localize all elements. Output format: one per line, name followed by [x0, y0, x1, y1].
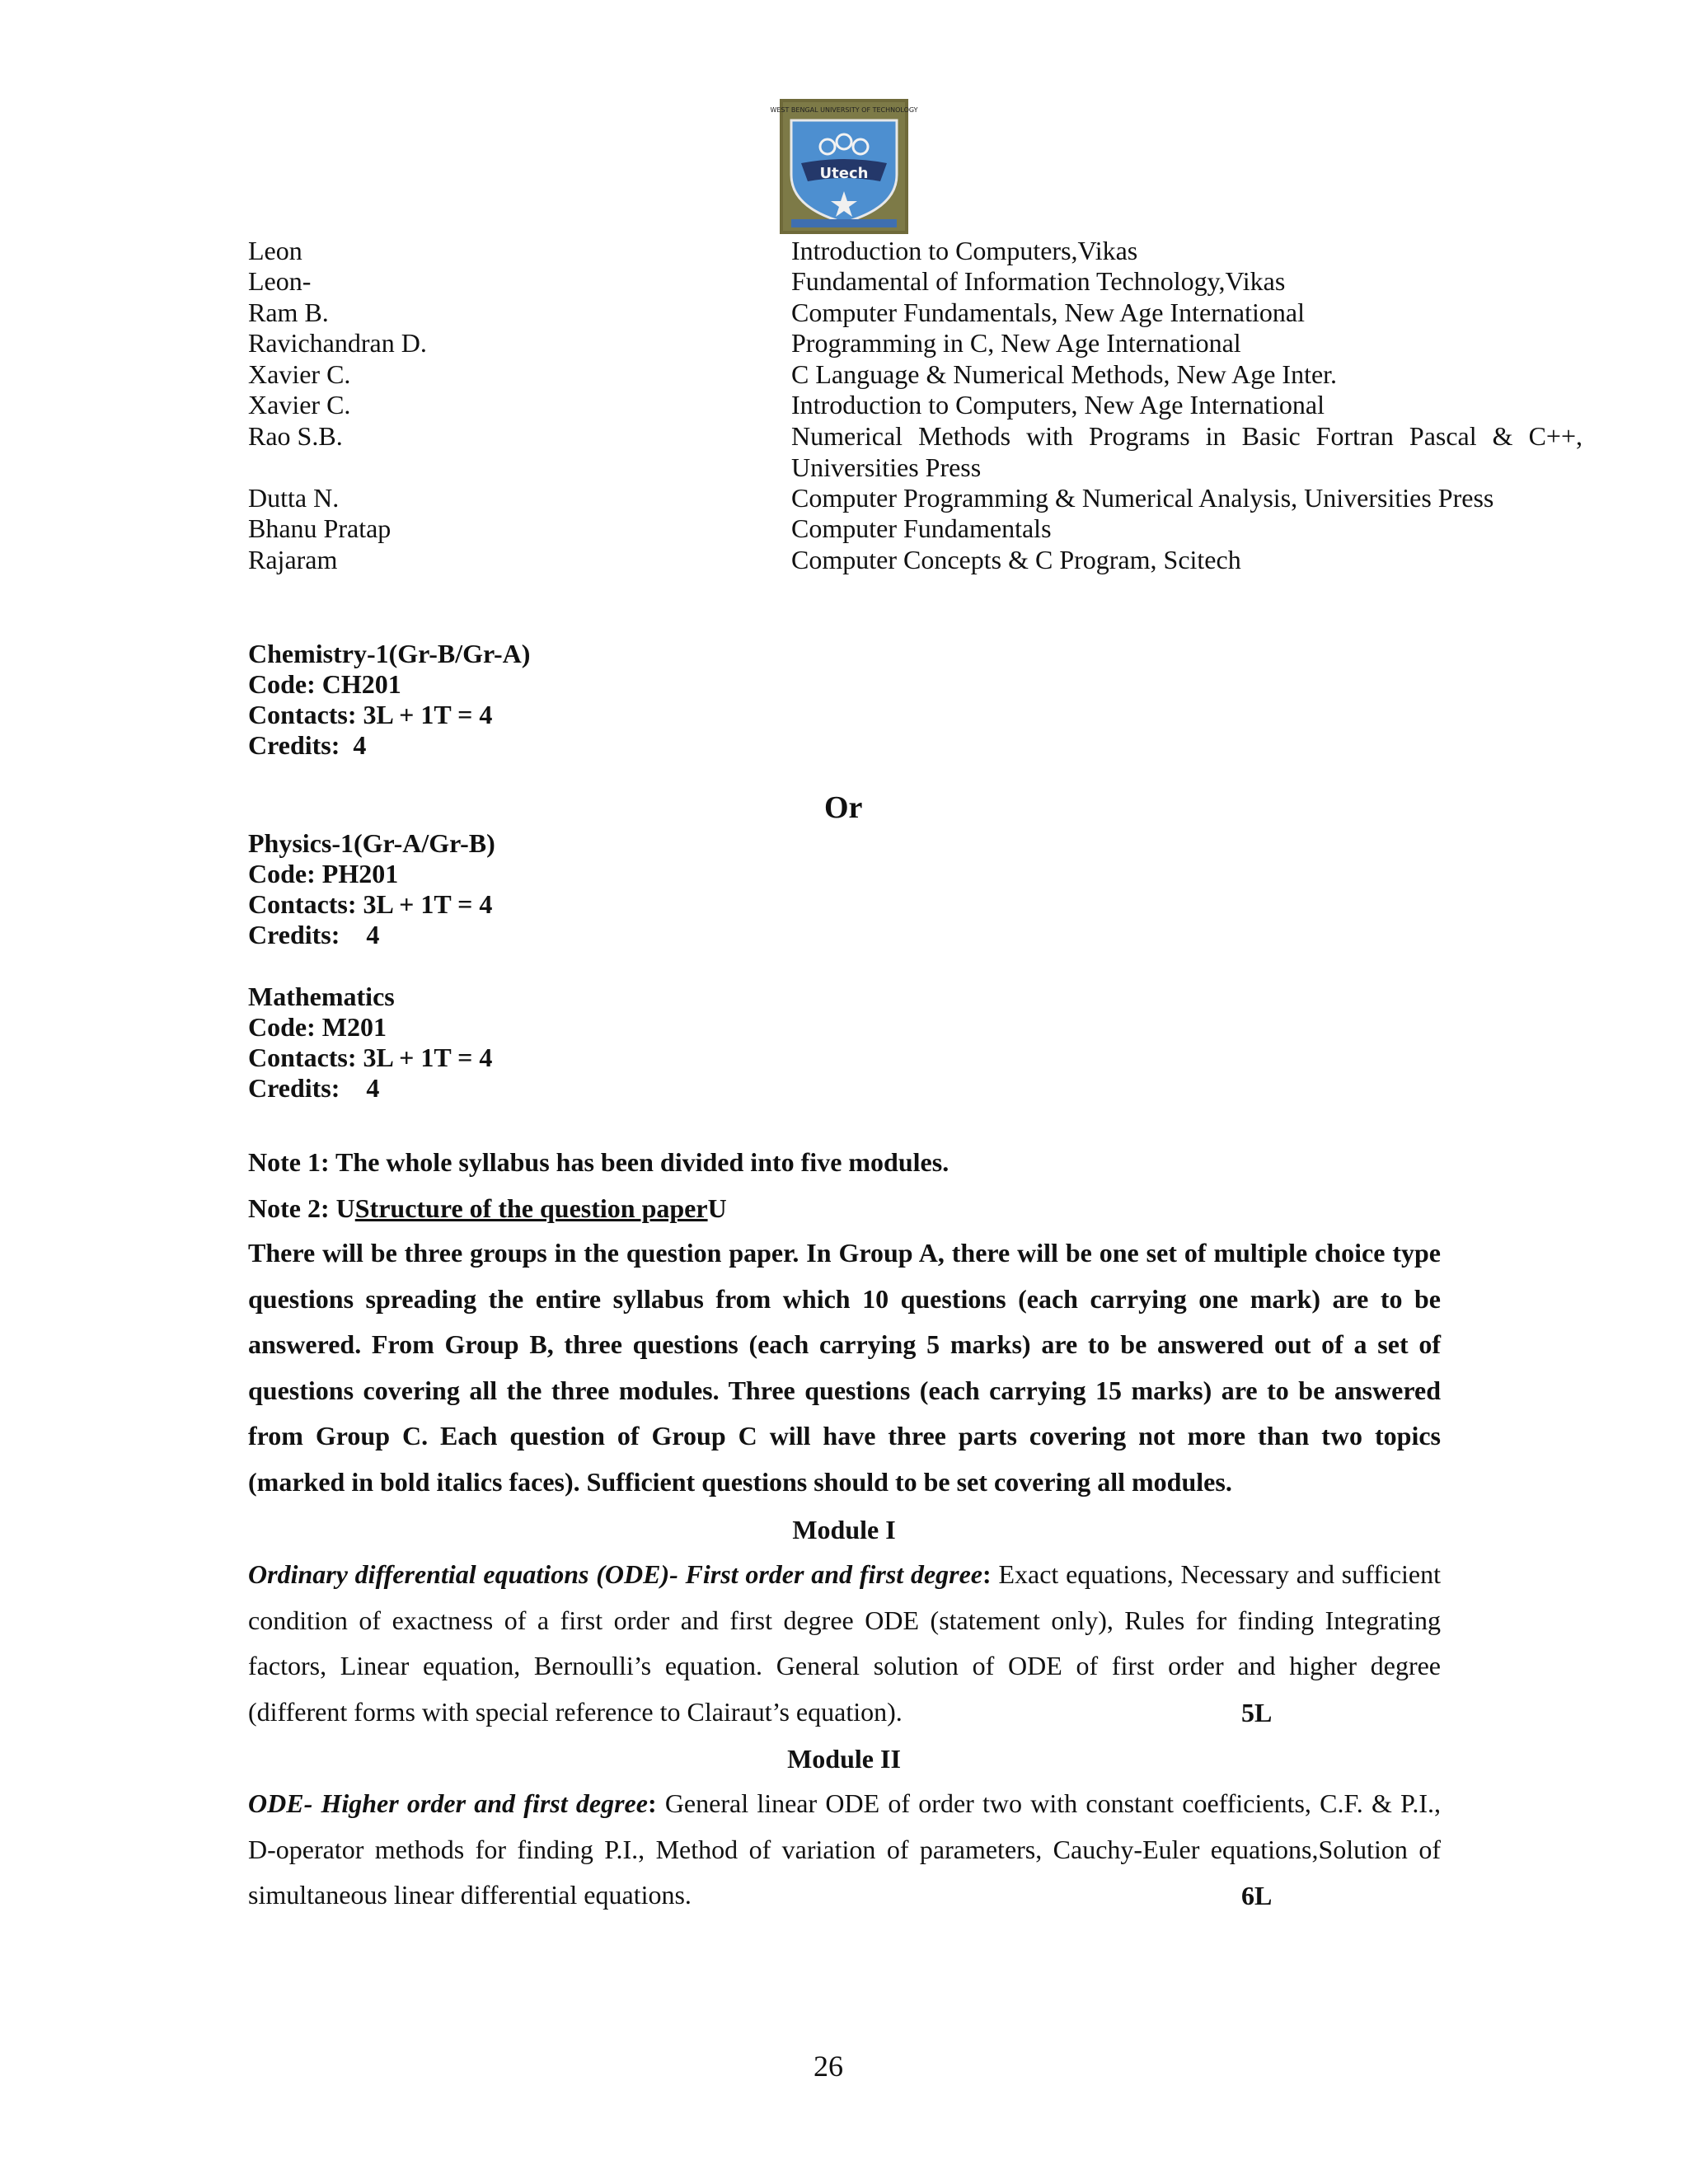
module-1-heading: Module I — [792, 1515, 896, 1544]
reference-title: Numerical Methods with Programs in Basic Fortran Pascal & C++, Universities Press — [791, 421, 1582, 482]
module-2-topic: ODE- Higher order and first degree — [248, 1788, 648, 1818]
module-2-heading: Module II — [787, 1744, 901, 1774]
course-credits: Credits: 4 — [248, 920, 380, 949]
module-2-colon: : — [647, 1788, 657, 1818]
course-code: Code: CH201 — [248, 669, 401, 699]
course-contacts: Contacts: 3L + 1T = 4 — [248, 1043, 493, 1072]
note-2-suffix: U — [707, 1193, 727, 1223]
reference-author: Rajaram — [248, 545, 338, 574]
course-credits: Credits: 4 — [248, 730, 367, 760]
course-code: Code: PH201 — [248, 859, 399, 888]
course-physics — [248, 828, 495, 950]
reference-title: C Language & Numerical Methods, New Age Inter. — [791, 359, 1338, 389]
course-title: Physics-1(Gr-A/Gr-B) — [248, 828, 495, 858]
course-code: Code: M201 — [248, 1012, 387, 1042]
course-credits: Credits: 4 — [248, 1073, 380, 1103]
reference-title: Fundamental of Information Technology,Vikas — [791, 266, 1286, 296]
course-contacts: Contacts: 3L + 1T = 4 — [248, 889, 493, 919]
page-number: 26 — [814, 2050, 843, 2083]
reference-title: Introduction to Computers,Vikas — [791, 236, 1138, 265]
module-1-body: Exact equations, Necessary and sufficient condition of exactness of a first order and first degree ODE (statement only), Rules for finding Integrating factors, Linear equation, Bernoulli’s equation. General solution of ODE of first order and higher degree (different forms with special reference to Clairaut’s equation). — [248, 1559, 1442, 1727]
note-2 — [248, 1193, 727, 1224]
note-1: Note 1: The whole syllabus has been divided into five modules. — [248, 1147, 950, 1177]
reference-title: Computer Fundamentals, New Age International — [791, 298, 1305, 327]
reference-author: Bhanu Pratap — [248, 513, 392, 543]
reference-title: Computer Concepts & C Program, Scitech — [791, 545, 1241, 574]
reference-author: Dutta N. — [248, 483, 340, 513]
reference-title: Computer Fundamentals — [791, 513, 1052, 543]
logo-top-text: WEST BENGAL UNIVERSITY OF TECHNOLOGY — [770, 106, 918, 114]
reference-author: Xavier C. — [248, 390, 351, 419]
course-title: Chemistry-1(Gr-B/Gr-A) — [248, 639, 531, 668]
course-contacts: Contacts: 3L + 1T = 4 — [248, 700, 493, 729]
reference-author: Leon — [248, 236, 302, 265]
course-mathematics — [248, 982, 492, 1104]
logo-text: Utech — [819, 165, 869, 182]
reference-title: Computer Programming & Numerical Analysis, Universities Press — [791, 483, 1494, 513]
module-1-hours: 5L — [1241, 1698, 1273, 1727]
reference-author: Rao S.B. — [248, 421, 343, 451]
note-2-label: Note 2: U — [248, 1193, 355, 1223]
university-logo — [770, 99, 918, 234]
reference-title: Introduction to Computers, New Age International — [791, 390, 1325, 419]
reference-title: Programming in C, New Age International — [791, 328, 1241, 358]
or-separator: Or — [824, 790, 863, 825]
reference-author: Ravichandran D. — [248, 328, 427, 358]
note-2-underlined: Structure of the question paper — [354, 1193, 708, 1223]
course-chemistry — [248, 639, 530, 761]
module-2-body: General linear ODE of order two with constant coefficients, C.F. & P.I., D-operator methods for finding P.I., Method of variation of parameters, Cauchy-Euler equations,Solution of simultaneous linear differential equations. — [248, 1788, 1442, 1910]
module-1-colon: : — [982, 1559, 992, 1589]
reference-author: Xavier C. — [248, 359, 351, 389]
course-title: Mathematics — [248, 982, 395, 1011]
reference-author: Ram B. — [248, 298, 329, 327]
reference-author: Leon- — [248, 266, 312, 296]
module-1-topic: Ordinary differential equations (ODE)- First order and first degree — [248, 1559, 983, 1589]
question-paper-structure: There will be three groups in the question paper. In Group A, there will be one set of multiple choice type questions spreading the entire syllabus from which 10 questions (each carrying one mark) are to be answered. From Group B, three questions (each carrying 5 marks) are to be answered out of a set of questions covering all the three modules. Three questions (each carrying 15 marks) are to be answered from Group C. Each question of Group C will have three parts covering not more than two topics (marked in bold italics faces). Sufficient questions should to be set covering all modules. — [248, 1238, 1441, 1497]
module-2-hours: 6L — [1241, 1881, 1273, 1910]
